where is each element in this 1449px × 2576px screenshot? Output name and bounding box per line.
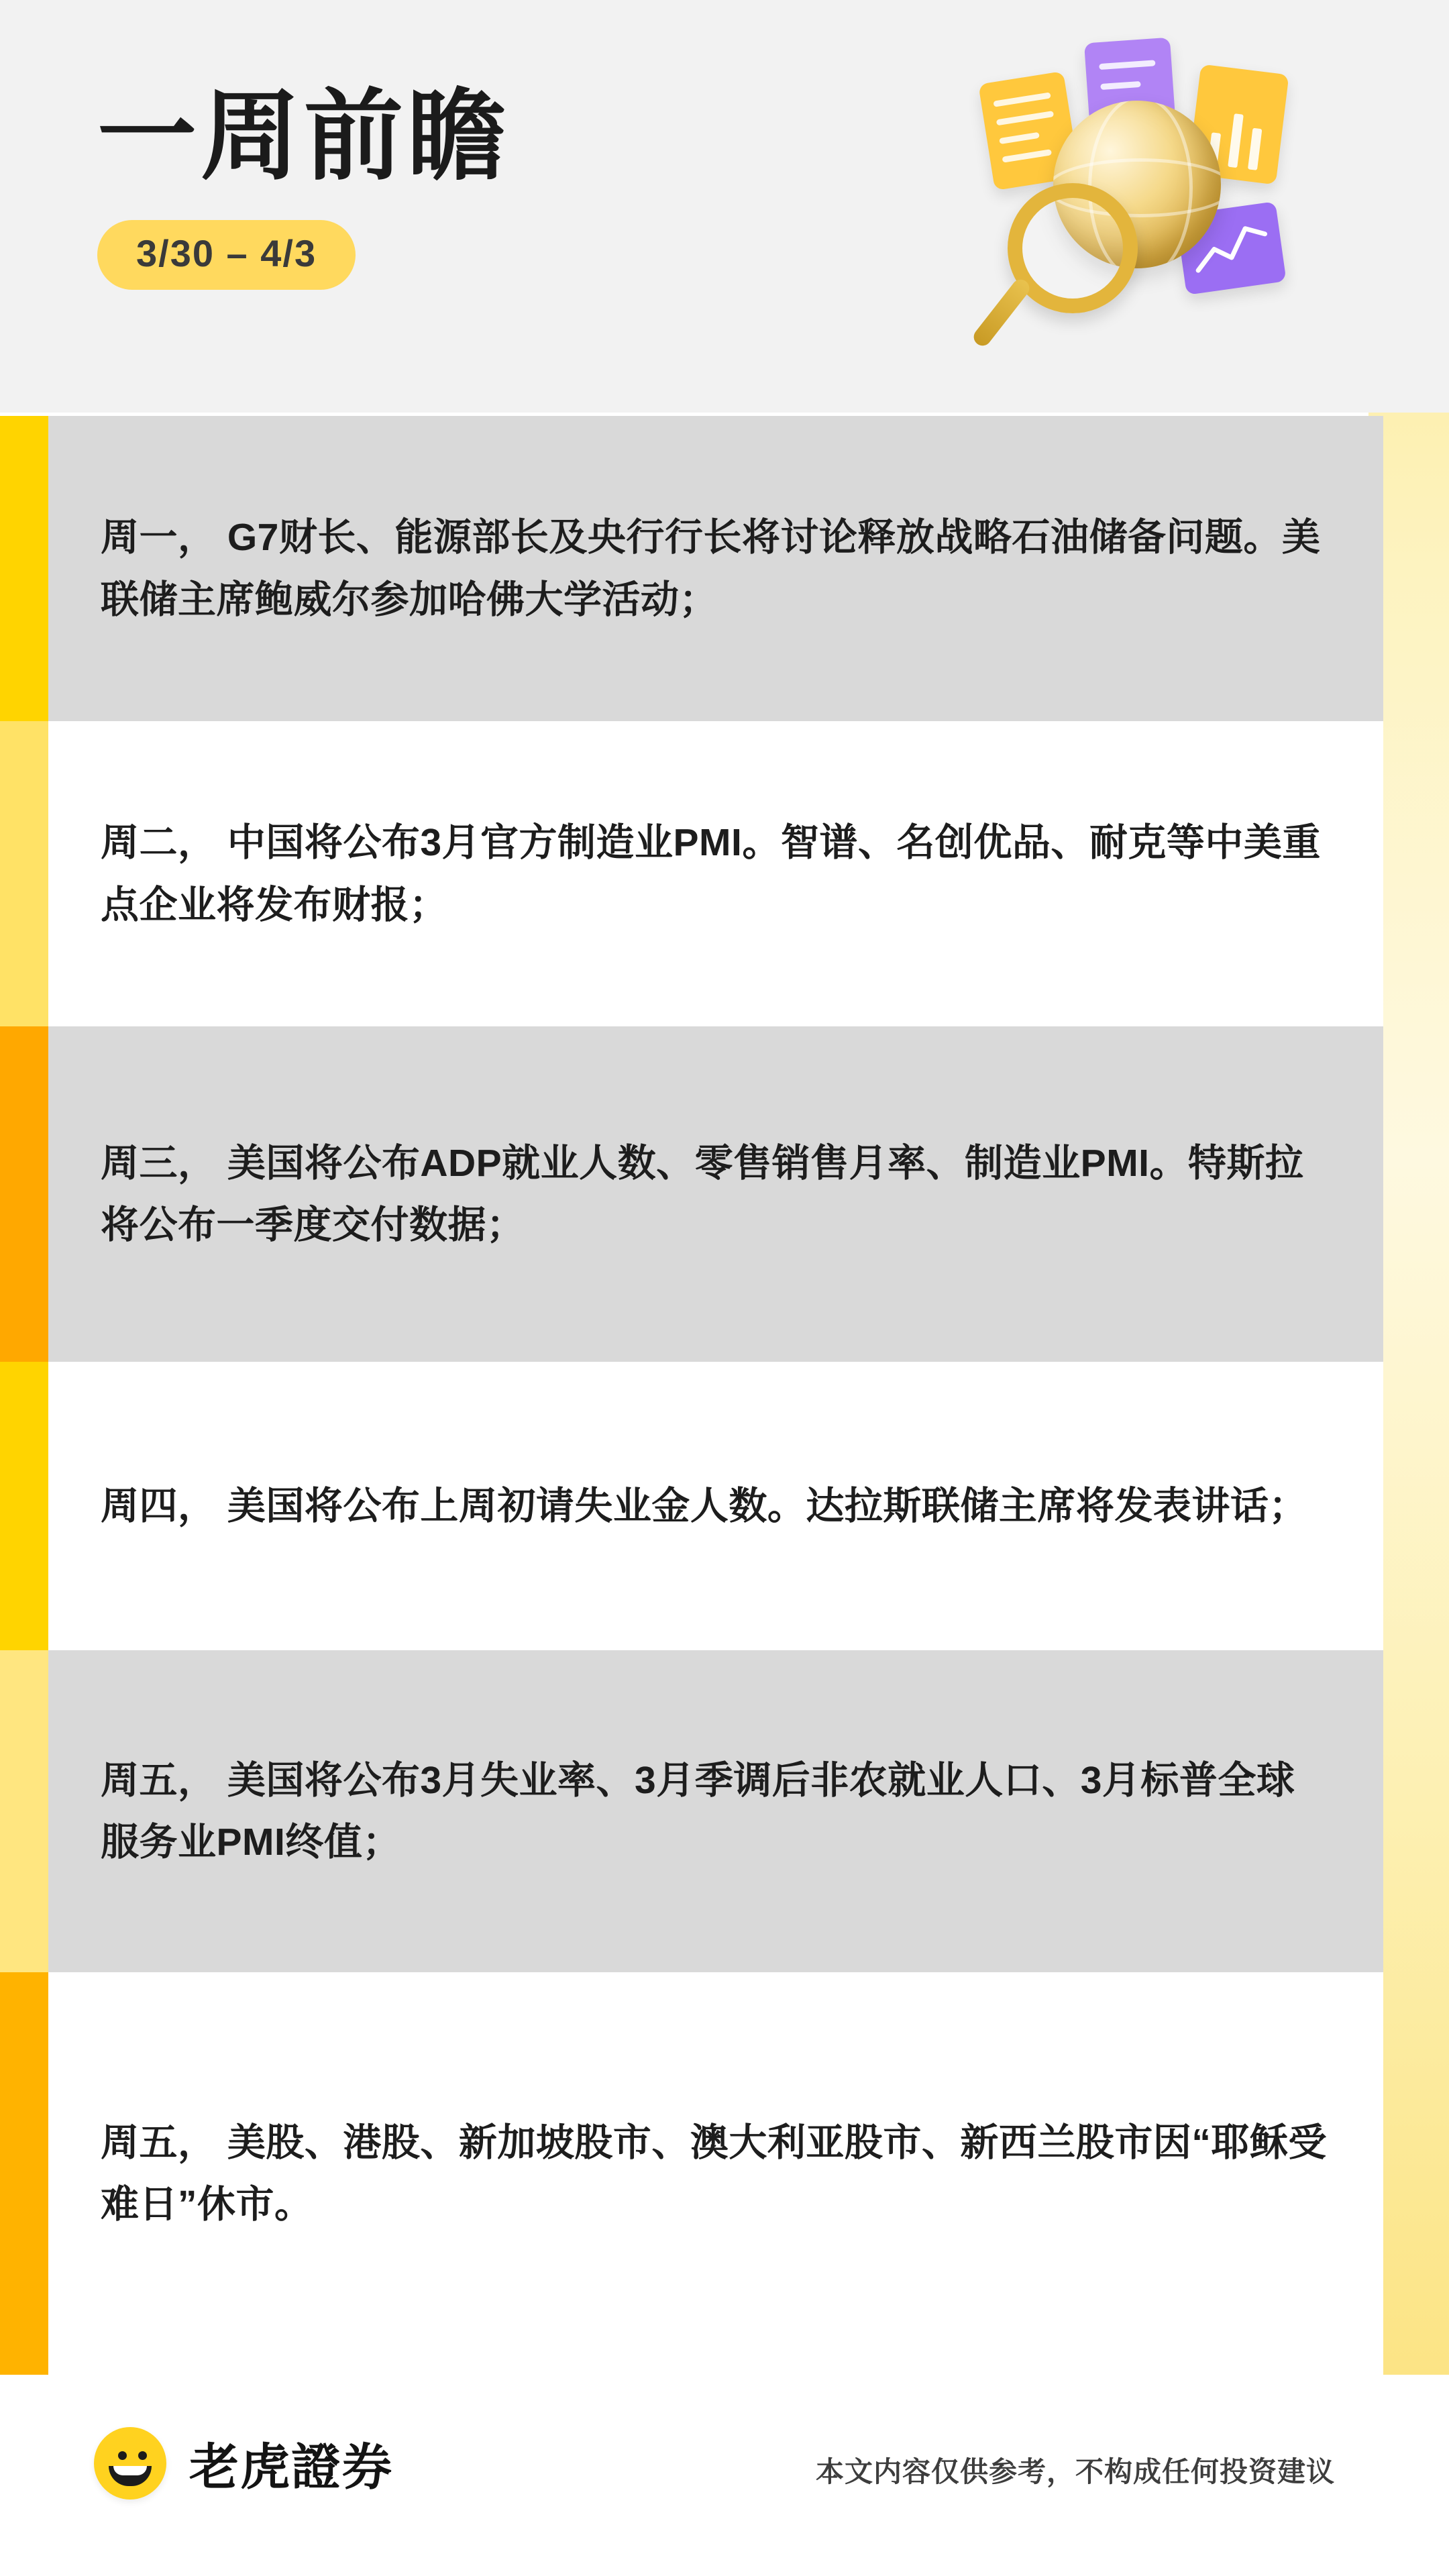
header-band (0, 0, 1449, 413)
footer-band (0, 2375, 1449, 2576)
list-item (48, 1972, 1383, 2375)
header-text-block (97, 81, 511, 290)
list-item-text: 周五， 美国将公布3月失业率、3月季调后非农就业人口、3月标普全球服务业PMI终值； (101, 1758, 1295, 1864)
left-color-tabs (0, 416, 48, 2375)
day-color-tab (0, 1650, 48, 1972)
list-item-text: 周二， 中国将公布3月官方制造业PMI。智谱、名创优品、耐克等中美重点企业将发布财报； (101, 821, 1321, 926)
date-range-badge: 3/30 – 4/3 (97, 220, 356, 290)
list-item (48, 1362, 1383, 1650)
day-color-tab (0, 416, 48, 721)
list-item (48, 1026, 1383, 1362)
day-color-tab (0, 721, 48, 1026)
tiger-face-icon (94, 2427, 166, 2500)
list-item (48, 1650, 1383, 1972)
day-color-tab (0, 1362, 48, 1650)
list-item-text: 周五， 美股、港股、新加坡股市、澳大利亚股市、新西兰股市因“耶稣受难日”休市。 (101, 2121, 1327, 2226)
list-item (48, 416, 1383, 721)
list-item-text: 周四， 美国将公布上周初请失业金人数。达拉斯联储主席将发表讲话； (101, 1484, 1307, 1527)
page-title: 一周前瞻 (97, 81, 511, 192)
day-color-tab (0, 1026, 48, 1362)
list-item-text: 周一， G7财长、能源部长及央行行长将讨论释放战略石油储备问题。美联储主席鲍威尔参加哈佛大学活动； (101, 516, 1321, 621)
header-illustration (979, 37, 1355, 386)
list-item-text: 周三， 美国将公布ADP就业人数、零售销售月率、制造业PMI。特斯拉将公布一季度交付数据； (101, 1141, 1304, 1246)
weekly-outlook-list (48, 416, 1383, 2375)
list-item (48, 721, 1383, 1026)
magnifier-handle-icon (970, 276, 1032, 350)
disclaimer-text: 本文内容仅供参考，不构成任何投资建议 (815, 2456, 1335, 2487)
brand-name: 老虎證券 (189, 2439, 393, 2495)
brand-block (94, 2427, 393, 2500)
day-color-tab (0, 1972, 48, 2375)
